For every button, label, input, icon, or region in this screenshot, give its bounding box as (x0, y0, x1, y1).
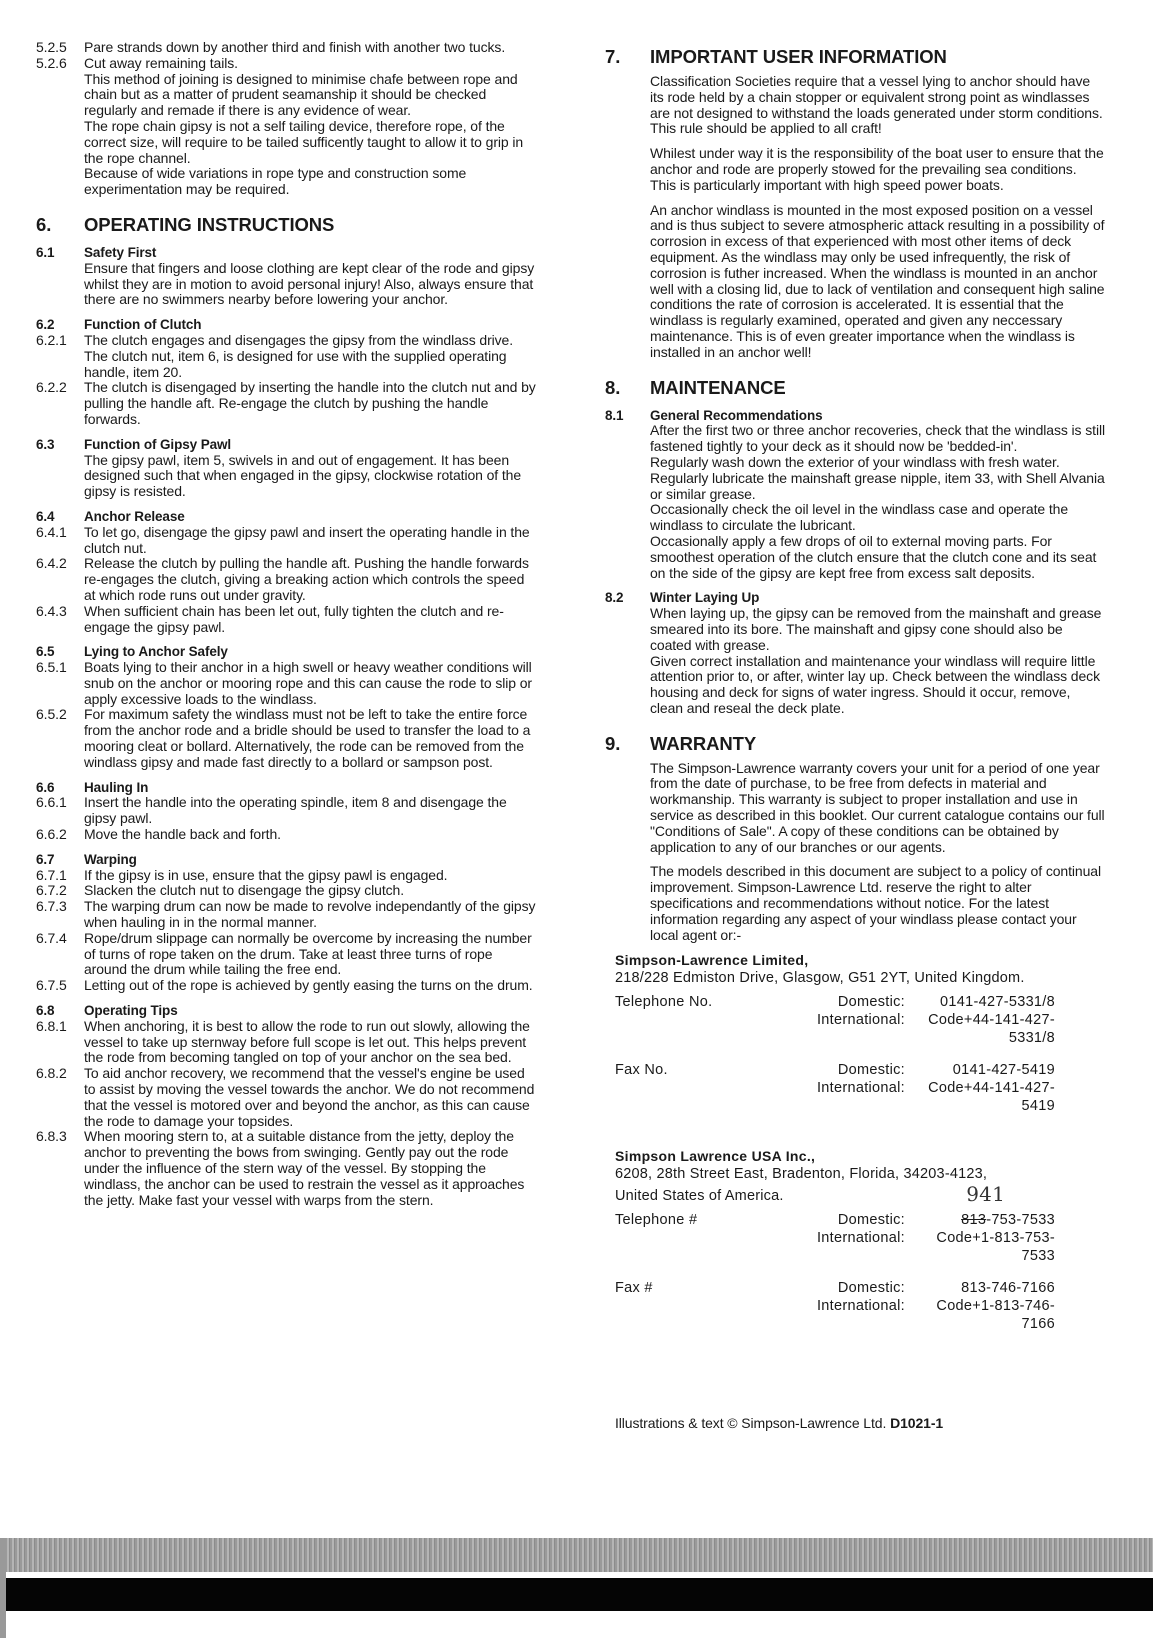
item-text: For maximum safety the windlass must not be left to take the entire force from the anchor rode and a bridle should be used to transfer the load to a mooring cleat or bollard. Alternatively, the rode can be removed from the windlass gipsy and made fast directly to a bollard or sampson post. (84, 706, 531, 770)
item-number (605, 654, 650, 717)
company-name: Simpson-Lawrence Limited, (615, 952, 809, 969)
spacer (765, 1265, 905, 1279)
item-text: Anchor Release (84, 508, 185, 524)
section-heading (36, 214, 536, 236)
paragraph (605, 423, 1105, 455)
paragraph (605, 146, 1105, 193)
item-number: 6.2 (36, 317, 55, 333)
item-text: When laying up, the gipsy can be removed from the mainshaft and grease smeared into its bore. The mainshaft and gipsy cone should also be coated with grease. (650, 605, 1102, 653)
spacer (905, 1047, 1055, 1061)
item-number (605, 455, 650, 471)
contact-type: International: (816, 1080, 905, 1097)
item-text: Whilest under way it is the responsibility of the boat user to ensure that the anchor and rode are properly stowed for the prevailing sea conditions. This is particularly important with high speed power boats. (650, 145, 1104, 193)
item-text: Lying to Anchor Safely (84, 644, 228, 660)
company-address: 218/228 Edmiston Drive, Glasgow, G51 2YT, United Kingdom. (615, 970, 1025, 987)
numbered-item (36, 380, 536, 427)
contact-value: 0141-427-5419 (952, 1062, 1055, 1079)
item-number (36, 261, 84, 308)
item-text: When sufficient chain has been let out, fully tighten the clutch and re-engage the gipsy pawl. (84, 602, 504, 635)
numbered-item (36, 604, 536, 636)
numbered-item (36, 868, 536, 884)
paragraph (605, 761, 1105, 856)
document-code: D1021-1 (890, 1415, 944, 1432)
item-text: If the gipsy is in use, ensure that the gipsy pawl is engaged. (84, 866, 448, 883)
address-line (615, 1183, 1055, 1205)
contact-value: Code+44-141-427-5419 (928, 1080, 1055, 1115)
item-number: 6.8 (36, 1003, 55, 1019)
subsection-heading (36, 317, 536, 333)
item-text: Classification Societies require that a vessel lying to anchor should have its rode held by a chain stopper or equivalent strong point as windlasses are not designed to withstand the loads generated under storm conditions. This rule should be applied to all craft! (650, 73, 1103, 137)
item-text: Function of Clutch (84, 317, 202, 333)
item-text: Regularly lubricate the mainshaft grease nipple, item 33, with Shell Alvania or similar grease. (650, 469, 1105, 502)
subsection-heading (36, 245, 536, 261)
subsection-heading (36, 780, 536, 796)
contact-value: Code+44-141-427-5331/8 (928, 1012, 1055, 1047)
spacer (615, 1265, 765, 1279)
numbered-item (36, 978, 536, 994)
item-number (605, 74, 650, 137)
item-number (605, 606, 650, 653)
numbered-item (36, 1129, 536, 1208)
item-text: The rope chain gipsy is not a self tailing device, therefore rope, of the correct size, will require to be tailed sufficently taught to allow it to grip in the rope channel. (84, 117, 524, 166)
item-number: 6.5.1 (36, 659, 67, 676)
item-number: 6.7.5 (36, 977, 67, 994)
item-text: Warping (84, 851, 137, 867)
contact-type: International: (816, 1012, 905, 1029)
paragraph (605, 74, 1105, 137)
item-text: When anchoring, it is best to allow the rode to run out slowly, allowing the vessel to take up sternway before full scope is let out. This helps prevent the rode from becoming tangled on top of your anchor on the sea bed. (84, 1017, 530, 1066)
numbered-item (36, 707, 536, 770)
contact-type: International: (816, 1298, 905, 1315)
contact-value: Code+1-813-753-7533 (936, 1230, 1055, 1265)
contact-type: Domestic: (837, 1062, 905, 1079)
numbered-item (36, 556, 536, 603)
item-text: Slacken the clutch nut to disengage the gipsy clutch. (84, 882, 405, 899)
paragraph (36, 261, 536, 308)
section-heading (605, 46, 1105, 68)
section-heading (605, 377, 1105, 399)
paragraph (36, 166, 536, 198)
paragraph (36, 453, 536, 500)
item-number: 6.1 (36, 244, 55, 260)
item-number (36, 119, 84, 166)
right-column-text (605, 46, 1105, 943)
item-number (36, 453, 84, 500)
spacer (615, 1047, 765, 1061)
subsection-heading (36, 437, 536, 453)
item-text: The models described in this document are subject to a policy of continual improvement. Simpson-Lawrence Ltd. reserve the right to alter specifications and recommendations without notice. For the latest information regarding any aspect of your windlass please contact your local agent or:- (650, 863, 1101, 943)
paragraph (36, 119, 536, 166)
grey-band (0, 1538, 1153, 1572)
copyright-footer (615, 1414, 1105, 1432)
paragraph (36, 72, 536, 119)
numbered-item (36, 660, 536, 707)
item-text: OPERATING INSTRUCTIONS (84, 213, 335, 235)
item-number: 6.3 (36, 436, 55, 452)
item-number: 6.5 (36, 644, 55, 660)
item-text: Cut away remaining tails. (84, 54, 238, 71)
item-text: Occasionally check the oil level in the windlass case and operate the windlass to circulate the lubricant. (650, 501, 1069, 534)
paragraph (605, 654, 1105, 717)
item-text: IMPORTANT USER INFORMATION (650, 46, 947, 67)
item-number: 6.2.2 (36, 379, 67, 396)
contact-label: Fax No. (615, 1062, 668, 1079)
item-number: 5.2.5 (36, 39, 67, 55)
contact-table (615, 1211, 1105, 1333)
contact-label (615, 1297, 765, 1333)
item-text: To let go, disengage the gipsy pawl and insert the operating handle in the clutch nut. (84, 523, 530, 556)
item-text: Winter Laying Up (650, 590, 760, 606)
scan-edge (0, 1538, 6, 1638)
item-number: 9. (605, 732, 621, 754)
subsection-heading (605, 408, 1105, 424)
subsection-heading (36, 1003, 536, 1019)
right-column (605, 46, 1105, 1432)
item-text: When mooring stern to, at a suitable distance from the jetty, deploy the anchor to preventing the bows from swinging. Gently pay out the rode under the influence of the stern way of the vessel. By stopping the windlass, the anchor can be used to restrain the vessel as it approaches the jetty. Make fast your vessel with warps from the stern. (84, 1128, 525, 1208)
item-text: After the first two or three anchor recoveries, check that the windlass is still fastened tightly to your deck as it should now be 'bedded-in'. (650, 422, 1105, 455)
item-number (36, 166, 84, 198)
paragraph (605, 455, 1105, 471)
numbered-item (36, 1019, 536, 1066)
item-number: 6.8.3 (36, 1128, 67, 1145)
contact-value: 813-753-7533 (961, 1212, 1055, 1229)
contact-block (615, 1149, 1105, 1333)
contacts (605, 953, 1105, 1333)
item-number (605, 423, 650, 455)
contact-type: Domestic: (837, 994, 905, 1011)
item-number (605, 146, 650, 193)
paragraph (605, 606, 1105, 653)
numbered-item (36, 827, 536, 843)
numbered-item (36, 40, 536, 56)
item-number: 6.4 (36, 508, 55, 524)
subsection-heading (36, 644, 536, 660)
item-number: 6.7.3 (36, 898, 67, 915)
item-text: Letting out of the rope is achieved by gently easing the turns on the drum. (84, 977, 533, 994)
item-number (605, 864, 650, 943)
company-name: Simpson Lawrence USA Inc., (615, 1148, 816, 1165)
item-number: 6.4.1 (36, 523, 67, 540)
contact-type: Domestic: (837, 1212, 905, 1229)
item-text: Boats lying to their anchor in a high swell or heavy weather conditions will snub on the anchor or mooring rope and this can cause the rode to slip or apply excessive loads to the windlass. (84, 659, 532, 707)
item-number: 6. (36, 213, 52, 235)
item-number: 6.7 (36, 851, 55, 867)
contact-value: Code+1-813-746-7166 (936, 1298, 1055, 1333)
company-address: United States of America. (615, 1188, 784, 1205)
item-text: Safety First (84, 244, 157, 260)
left-column (36, 40, 536, 1208)
paragraph (605, 203, 1105, 361)
item-text: To aid anchor recovery, we recommend that the vessel's engine be used to assist by moving the vessel towards the anchor. We do not recommend that the vessel is motored over and beyond the anchor, as this can cause the rode to damage your topsides. (84, 1065, 535, 1129)
item-text: Move the handle back and forth. (84, 826, 281, 843)
item-number: 8.1 (605, 407, 624, 423)
contact-value: 0141-427-5331/8 (940, 994, 1055, 1011)
item-text: The clutch engages and disengages the gipsy from the windlass drive. The clutch nut, item 6, is designed for use with the supplied operating handle, item 20. (84, 331, 514, 380)
item-number: 6.5.2 (36, 706, 67, 723)
item-text: General Recommendations (650, 407, 823, 423)
item-text: Occasionally apply a few drops of oil to external moving parts. For smoothest operation of the clutch ensure that the clutch cone and its seat on the side of the gipsy are kept free from excess salt deposits. (650, 532, 1097, 581)
item-text: Ensure that fingers and loose clothing are kept clear of the rode and gipsy whilst they are in motion to avoid personal injury! Also, always ensure that there are no swimmers nearby before lowering your anchor. (84, 259, 535, 308)
subsection-heading (36, 852, 536, 868)
item-number: 6.4.2 (36, 555, 67, 572)
item-text: Hauling In (84, 779, 149, 795)
contact-table (615, 993, 1105, 1115)
item-number (605, 534, 650, 581)
item-number: 6.8.1 (36, 1017, 67, 1034)
item-number (605, 502, 650, 534)
item-text: The clutch is disengaged by inserting the handle into the clutch nut and by pulling the handle aft. Re-engage the clutch by pushing the handle forwards. (84, 379, 536, 427)
item-number: 6.6.1 (36, 794, 67, 811)
subsection-heading (605, 590, 1105, 606)
item-text: Operating Tips (84, 1003, 178, 1019)
item-text: Insert the handle into the operating spindle, item 8 and disengage the gipsy pawl. (84, 794, 507, 827)
spacer (765, 1047, 905, 1061)
numbered-item (36, 899, 536, 931)
item-number: 6.7.1 (36, 866, 67, 883)
item-text: Release the clutch by pulling the handle aft. Pushing the handle forwards re-engages the clutch, giving a breaking action which controls the speed at which rode runs out under gravity. (84, 555, 529, 603)
section-heading (605, 733, 1105, 755)
item-number: 8. (605, 376, 621, 398)
item-text: Rope/drum slippage can normally be overcome by increasing the number of turns of rope taken on the drum. Take at least three turns of rope around the drum while tailing the free end. (84, 929, 532, 978)
item-text: Given correct installation and maintenance your windlass will require little attention prior to, or after, winter lay up. Check between the windlass deck housing and deck for signs of water ingress. Should it occur, remove, clean and reseal the deck plate. (650, 652, 1100, 716)
copyright-text: Illustrations & text © Simpson-Lawrence Ltd. (615, 1415, 887, 1432)
item-text: The warping drum can now be made to revolve independantly of the gipsy when hauling in in the normal manner. (84, 898, 536, 931)
item-text: The gipsy pawl, item 5, swivels in and out of engagement. It has been designed such that when engaged in the gipsy, clockwise rotation of the gipsy is resisted. (84, 451, 522, 500)
struck-area-code: 813 (961, 1212, 987, 1229)
spacer (905, 1265, 1055, 1279)
handwritten-note: 941 (966, 1182, 1005, 1207)
contact-label (615, 1011, 765, 1047)
item-number: 8.2 (605, 590, 624, 606)
item-number: 6.6.2 (36, 826, 67, 843)
contact-label: Telephone # (615, 1212, 698, 1229)
item-text: An anchor windlass is mounted in the most exposed position on a vessel and is thus subject to severe atmospheric attack resulting in a possibility of corrosion in excess of that experienced with most other items of deck equipment. As the windlass may only be used infrequently, the risk of corrosion is futher increased. When the windlass is mounted in an anchor well with a closing lid, due to lack of ventilation and consequent high saline conditions the rate of corrosion is accelerated. It is essential that the windlass is regularly examined, operated and given any neccessary maintenance. This is of even greater importance when the windlass is installed in an anchor well! (650, 201, 1105, 360)
item-text: WARRANTY (650, 732, 757, 754)
item-text: Function of Gipsy Pawl (84, 436, 232, 452)
item-text: This method of joining is designed to minimise chafe between rope and chain but as a matter of prudent seamanship it should be checked regularly and remade if there is any evidence of wear. (84, 70, 518, 119)
contact-label: Fax # (615, 1280, 653, 1297)
item-number: 6.7.4 (36, 929, 67, 946)
item-number: 6.4.3 (36, 602, 67, 619)
item-number: 6.6 (36, 779, 55, 795)
item-number (36, 72, 84, 119)
paragraph (605, 864, 1105, 943)
item-number: 6.2.1 (36, 331, 67, 348)
paragraph (605, 534, 1105, 581)
company-address: 6208, 28th Street East, Bradenton, Florida, 34203-4123, (615, 1166, 988, 1183)
black-band (4, 1578, 1153, 1611)
contact-label (615, 1079, 765, 1115)
item-text: Pare strands down by another third and finish with another two tucks. (84, 39, 506, 55)
paragraph (605, 502, 1105, 534)
numbered-item (36, 56, 536, 72)
numbered-item (36, 333, 536, 380)
item-text: Because of wide variations in rope type and construction some experimentation may be required. (84, 165, 467, 198)
contact-type: International: (816, 1230, 905, 1247)
item-number (605, 761, 650, 856)
contact-block (615, 953, 1105, 1115)
paragraph (605, 471, 1105, 503)
contact-value: 813-746-7166 (961, 1280, 1055, 1297)
numbered-item (36, 525, 536, 557)
contact-label: Telephone No. (615, 994, 713, 1011)
numbered-item (36, 883, 536, 899)
subsection-heading (36, 509, 536, 525)
item-number: 6.7.2 (36, 882, 67, 899)
item-text: Regularly wash down the exterior of your windlass with fresh water. (650, 453, 1060, 470)
contact-label (615, 1229, 765, 1265)
item-number: 5.2.6 (36, 54, 67, 71)
numbered-item (36, 1066, 536, 1129)
item-number: 7. (605, 46, 621, 67)
contact-type: Domestic: (837, 1280, 905, 1297)
item-number (605, 203, 650, 361)
item-text: The Simpson-Lawrence warranty covers your unit for a period of one year from the date of purchase, to be free from defects in material and workmanship. This warranty is subject to proper installation and use in service as described in this booklet. Our current catalogue contains our full "Conditions of Sale". A copy of these conditions can be obtained by application to any of our branches or our agents. (650, 759, 1105, 855)
item-text: MAINTENANCE (650, 376, 786, 398)
item-number: 6.8.2 (36, 1065, 67, 1082)
numbered-item (36, 931, 536, 978)
item-number (605, 471, 650, 503)
numbered-item (36, 795, 536, 827)
